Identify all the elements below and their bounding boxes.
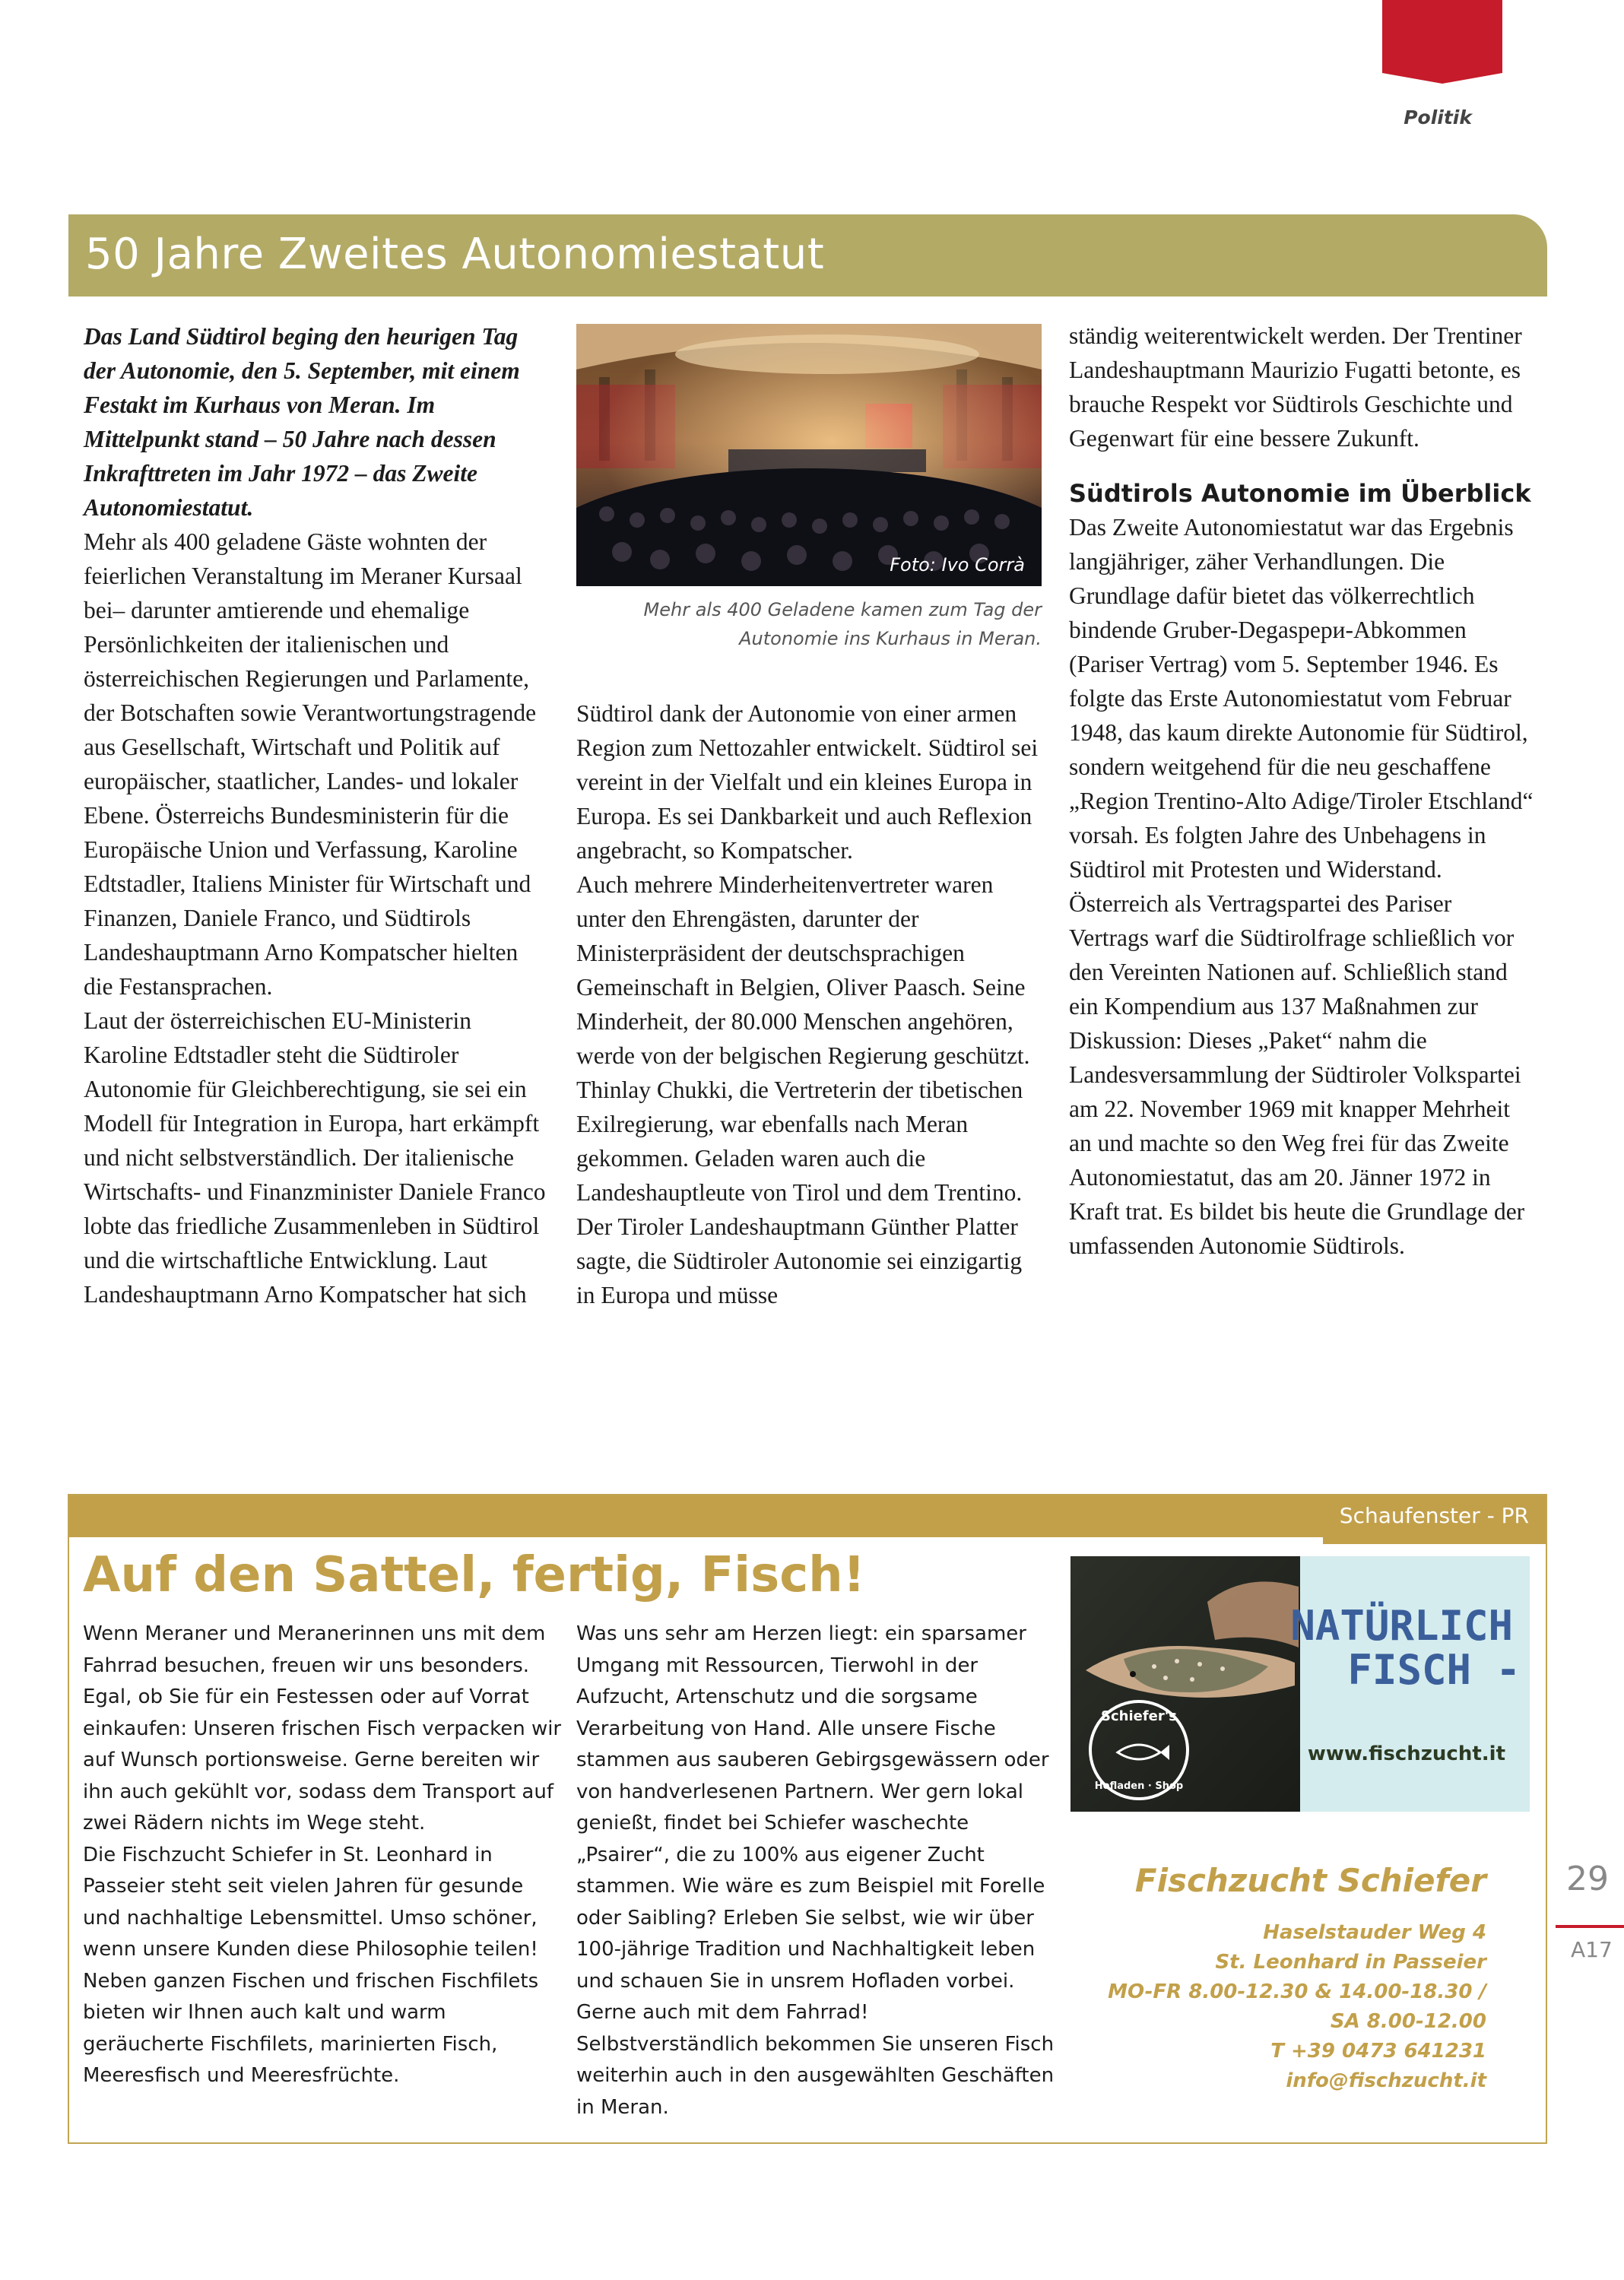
ad-hours-weekday: MO-FR 8.00-12.30 & 14.00-18.30 / (1108, 1980, 1486, 2003)
article-paragraph: Mehr als 400 geladene Gäste wohnten der feierlichen Veranstaltung im Meraner Kursaal bei– darunter amtierende und ehemalige Persönlichkeiten der italienischen und österreichischen Regierungen und Parlamente, der Botschaften sowie Verantwortungstragende aus Gesellschaft, Wirtschaft und Politik auf europäischer, staatlicher, Landes- und lokaler Ebene. Österreichs Bundesministerin für die Europäische Union und Verfassung, Karoline Edtstadler, Italiens Minister für Wirtschaft und Finanzen, Daniele Franco, und Südtirols Landeshauptmann Arno Kompatscher hielten die Festansprachen. (84, 528, 537, 1000)
ad-paragraph: Was uns sehr am Herzen liegt: ein sparsamer Umgang mit Ressourcen, Tierwohl in der Aufzucht, Artenschutz und die sorgsame Verarbeitung von Hand. Alle unsere Fische stammen aus sauberen Gebirgsgewässern oder von handverlesenen Partnern. Wer gern lokal genießt, findet bei Schiefer waschechte „Psairer“, die zu 100% aus eigener Zucht stammen. Wie wäre es zum Beispiel mit Forelle oder Saibling? Erleben Sie selbst, wie wir über 100-jährige Tradition und Nachhaltigkeit leben und schauen Sie in unsrem Hofladen vorbei. Gerne auch mit dem Fahrrad! Selbstverständlich bekommen Sie unseren Fisch weiterhin auch in den ausgewählten Geschäften in Meran. (576, 1622, 1055, 2119)
ad-hours-saturday: SA 8.00-12.00 (1330, 2010, 1486, 2033)
article-paragraph: Das Zweite Autonomiestatut war das Ergebnis langjähriger, zäher Verhandlungen. Die Grundlage dafür bietet das völkerrechtlich bindende Gruber-Degaspери-Abkommen (Pariser Vertrag) vom 5. September 1946. Es folgte das Erste Autonomiestatut vom Februar 1948, das kaum direkte Autonomie für Südtirol, sondern weitgehend für die neu geschaffene „Region Trentino-Alto Adige/Tiroler Etschland“ vorsah. Es folgten Jahre des Unbehagens in Südtirol mit Protesten und Widerstand. Österreich als Vertragspartei des Pariser Vertrags warf die Südtirolfrage schließlich vor den Vereinten Nationen auf. Schließlich stand ein Kompendium aus 137 Maßnahmen zur Diskussion: Dieses „Paket“ nahm die Landesversammlung der Südtiroler Volkspartei am 22. November 1969 mit knapper Mehrheit an und machte so den Weg frei für das Zweite Autonomiestatut, das am 20. Jänner 1972 in Kraft trat. Es bildet bis heute die Grundlage der umfassenden Autonomie Südtirols. (1069, 514, 1534, 1259)
ad-email: info@fischzucht.it (1286, 2069, 1486, 2092)
article-subheading: Südtirols Autonomie im Überblick (1069, 479, 1531, 508)
slogan-line-1: NATÜRLICH (1290, 1602, 1513, 1650)
badge-bottom-text: Hofladen · Shop (1094, 1781, 1184, 1792)
page-code: A17 (1571, 1937, 1613, 1962)
concert-hall-photo (576, 324, 1042, 586)
article-paragraph: Laut der österreichischen EU-Ministerin Karoline Edtstadler steht die Südtiroler Autonomie für Gleichberechtigung, sie sei ein Modell für Integration in Europa, hart erkämpft und nicht selbstverständlich. Der italienische Wirtschafts- und Finanzminister Daniele Franco lobte das friedliche Zusammenleben in Südtirol und die wirtschaftliche Entwicklung. Laut Landeshauptmann Arno Kompatscher hat sich (84, 1007, 546, 1308)
section-tab-marker (1382, 0, 1502, 84)
ad-town: St. Leonhard in Passeier (1215, 1951, 1486, 1974)
ad-paragraph: Wenn Meraner und Meranerinnen uns mit dem Fahrrad besuchen, freuen wir uns besonders. Egal, ob Sie für ein Festessen oder auf Vorrat einkaufen: Unseren frischen Fisch verpacken wir auf Wunsch portionsweise. Gerne bereiten wir ihn auch gekühlt vor, sodass dem Transport auf zwei Rädern nichts im Wege steht. (83, 1622, 562, 1834)
ad-phone: T +39 0473 641231 (1270, 2040, 1486, 2063)
article-lead: Das Land Südtirol beging den heurigen Tag der Autonomie, den 5. September, mit einem Festakt im Kurhaus von Meran. Im Mittelpunkt stand – 50 Jahre nach dessen Inkrafttreten im Jahr 1972 – das Zweite Autonomiestatut. (84, 323, 520, 521)
ad-paragraph: Die Fischzucht Schiefer in St. Leonhard in Passeier steht seit vielen Jahren für gesunde und nachhaltige Lebensmittel. Umso schöner, wenn unsere Kunden diese Philosophie teilen! Neben ganzen Fischen und frischen Fischfilets bieten wir Ihnen auch kalt und warm geräucherte Fischfilets, marinierten Fisch, Meeresfisch und Meeresfrüchte. (83, 1843, 539, 2087)
article-column-2 (576, 696, 1042, 1312)
section-label: Politik (1404, 106, 1472, 128)
article-paragraph: ständig weiterentwickelt werden. Der Trentiner Landeshauptmann Maurizio Fugatti betonte, es brauche Respekt vor Südtirols Geschichte und Gegenwart für eine bessere Zukunft. (1069, 322, 1522, 452)
ad-column-2 (576, 1619, 1055, 2123)
page-number-rule (1556, 1925, 1624, 1928)
slogan-line-2: FISCH - (1347, 1646, 1521, 1694)
badge-top-text: Schiefer's (1101, 1708, 1177, 1724)
ad-category-tag: Schaufenster - PR (1323, 1495, 1546, 1544)
ad-title: Auf den Sattel, fertig, Fisch! (83, 1547, 865, 1603)
ad-website: www.fischzucht.it (1307, 1743, 1505, 1765)
ad-contact-block (1108, 1918, 1486, 2096)
photo-credit: Foto: Ivo Corrà (890, 554, 1025, 576)
ad-brand-name: Fischzucht Schiefer (1134, 1862, 1486, 1899)
ad-column-1 (83, 1619, 562, 2092)
advertisement-box (68, 1494, 1547, 2144)
concert-hall-illustration (576, 324, 1042, 586)
ad-address: Haselstauder Weg 4 (1263, 1921, 1486, 1944)
article-title: 50 Jahre Zweites Autonomiestatut (85, 230, 825, 279)
article-paragraph: Südtirol dank der Autonomie von einer armen Region zum Nettozahler entwickelt. Südtirol sei vereint in der Vielfalt und ein kleines Europa in Europa. Es sei Dankbarkeit und auch Reflexion angebracht, so Kompatscher. (576, 700, 1039, 864)
article-column-1 (84, 319, 547, 1311)
article-title-bar (68, 214, 1547, 296)
article-column-3 (1069, 319, 1534, 1263)
page-number: 29 (1566, 1860, 1609, 1898)
ad-fish-banner (1071, 1556, 1530, 1812)
article-paragraph: Thinlay Chukki, die Vertreterin der tibetischen Exilregierung, war ebenfalls nach Meran gekommen. Geladen waren auch die Landeshauptleute von Tirol und dem Trentino. Der Tiroler Landeshauptmann Günther Platter sagte, die Südtiroler Autonomie sei einzigartig in Europa und müsse (576, 1077, 1023, 1308)
photo-caption: Mehr als 400 Geladene kamen zum Tag der Autonomie ins Kurhaus in Meran. (643, 599, 1042, 649)
article-paragraph: Auch mehrere Minderheitenvertreter waren unter den Ehrengästen, darunter der Ministerpräsident der deutschsprachigen Gemeinschaft in Belgien, Oliver Paasch. Seine Minderheit, der 80.000 Menschen angehören, werde von der belgischen Regierung geschützt. (576, 871, 1030, 1069)
